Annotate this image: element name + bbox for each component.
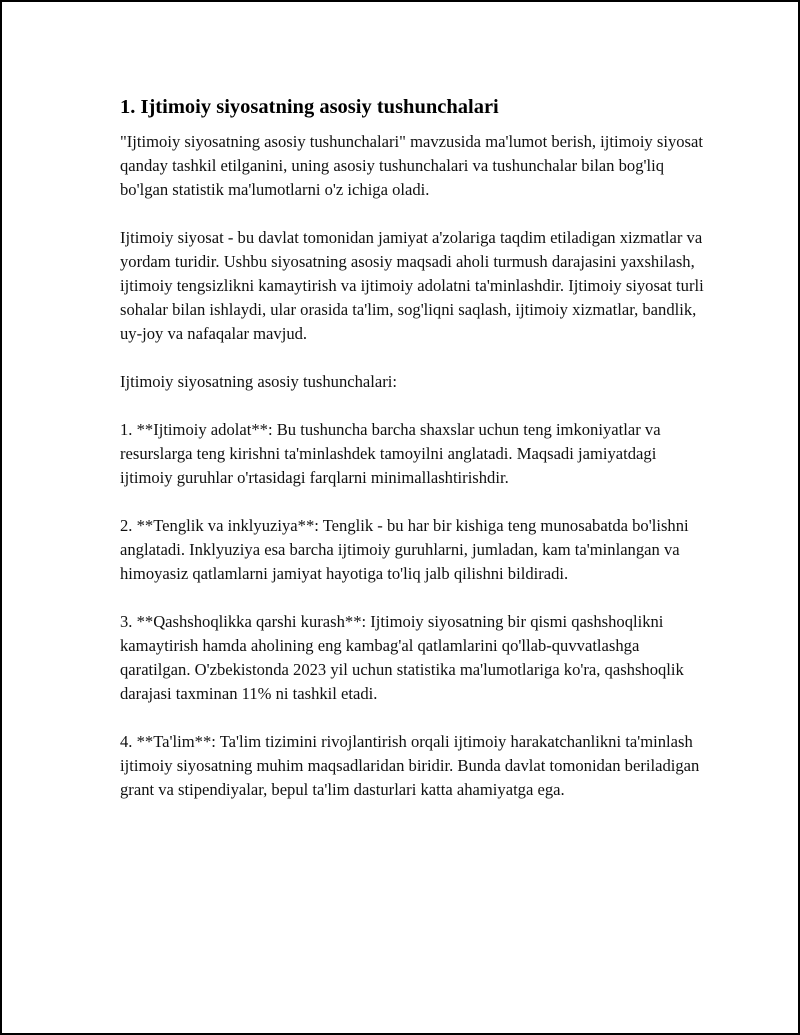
- concepts-lead-paragraph: Ijtimoiy siyosatning asosiy tushunchalari:: [120, 372, 397, 391]
- intro-paragraph: "Ijtimoiy siyosatning asosiy tushunchalari" mavzusida ma'lumot berish, ijtimoiy siyosat qanday tashkil etilganini, uning asosiy tushunchalari va tushunchalar bilan bog'liq bo'lgan statistik ma'lumotlarni o'z ichiga oladi.: [120, 132, 703, 199]
- concept-item-education: 4. **Ta'lim**: Ta'lim tizimini rivojlantirish orqali ijtimoiy harakatchanlikni ta'minlash ijtimoiy siyosatning muhim maqsadlaridan biridir. Bunda davlat tomonidan beriladigan grant va stipendiyalar, bepul ta'lim dasturlari katta ahamiyatga ega.: [120, 732, 700, 799]
- document-body: [120, 94, 710, 826]
- concept-item-poverty-reduction: 3. **Qashshoqlikka qarshi kurash**: Ijtimoiy siyosatning bir qismi qashshoqlikni kamaytirish hamda aholining eng kambag'al qatlamlarini qo'llab-quvvatlashga qaratilgan. O'zbekistonda 2023 yil uchun statistika ma'lumotlariga ko'ra, qashshoqlik darajasi taxminan 11% ni tashkil etadi.: [120, 612, 684, 703]
- concept-item-social-justice: 1. **Ijtimoiy adolat**: Bu tushuncha barcha shaxslar uchun teng imkoniyatlar va resurslarga teng kirishni ta'minlashdek tamoyilni anglatadi. Maqsadi jamiyatdagi ijtimoiy guruhlar o'rtasidagi farqlarni minimallashtirishdir.: [120, 420, 661, 487]
- definition-paragraph: Ijtimoiy siyosat - bu davlat tomonidan jamiyat a'zolariga taqdim etiladigan xizmatlar va yordam turidir. Ushbu siyosatning asosiy maqsadi aholi turmush darajasini yaxshilash, ijtimoiy tengsizlikni kamaytirish va ijtimoiy adolatni ta'minlashdir. Ijtimoiy siyosat turli sohalar bilan ishlaydi, ular orasida ta'lim, sog'liqni saqlash, ijtimoiy xizmatlar, bandlik, uy-joy va nafaqalar mavjud.: [120, 228, 704, 343]
- section-heading: 1. Ijtimoiy siyosatning asosiy tushunchalari: [120, 96, 499, 118]
- concept-item-equality-inclusion: 2. **Tenglik va inklyuziya**: Tenglik - bu har bir kishiga teng munosabatda bo'lishni anglatadi. Inklyuziya esa barcha ijtimoiy guruhlarni, jumladan, kam ta'minlangan va himoyasiz qatlamlarni jamiyat hayotiga to'liq jalb qilishni bildiradi.: [120, 516, 689, 583]
